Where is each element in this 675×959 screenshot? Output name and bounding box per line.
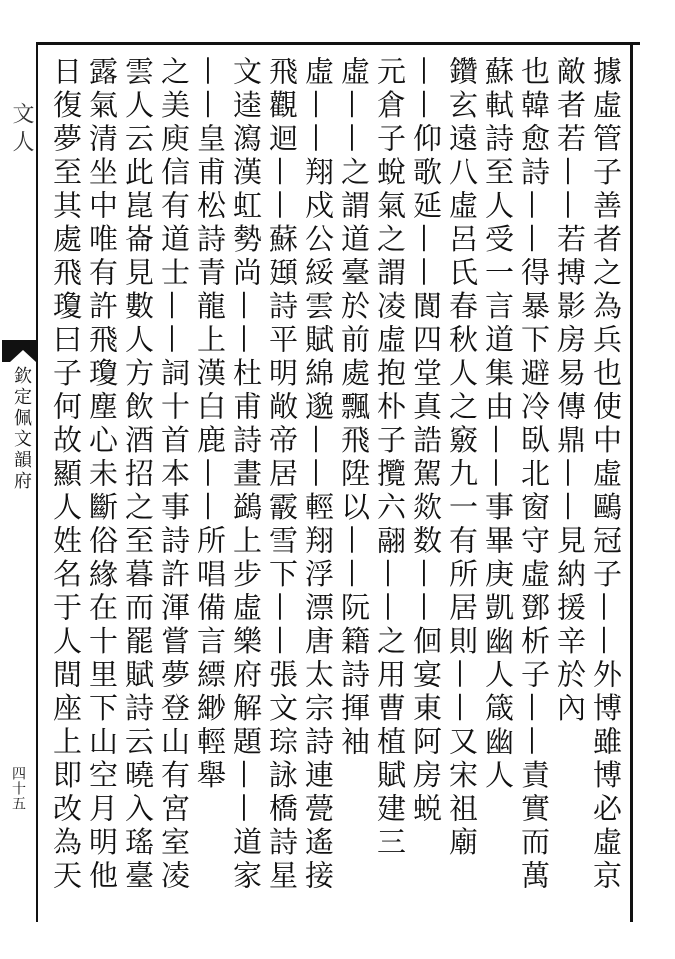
text-column-12: ——皇甫松詩青龍上漢白鹿——所唱備言縹緲輕舉 — [193, 56, 227, 793]
text-column-3: 也韓愈詩——得暴下避冷臥北窗守虛鄧析子——責實而萬 — [517, 56, 551, 894]
text-column-1: 據虛管子善者之為兵也使中虛鷗冠子——外博雖博必虛京 — [589, 56, 623, 894]
text-column-9: 虛——翔戍公綏雲賦綿邈——輕翔浮漂唐太宗詩連甍遙接 — [301, 56, 335, 894]
text-column-5: 鑽玄遠八虛呂氏春秋人之竅九一有所居則——又宋祖廟 — [445, 56, 479, 860]
text-column-11: 文逵瀉漢虹勢尚——杜甫詩畫鷁上步虛樂府解題——道家 — [229, 56, 263, 894]
text-column-14: 雲人云此崑崙見數人方飲酒招之至暮而罷賦詩云曉入瑤臺 — [121, 56, 155, 894]
margin-strip — [0, 42, 36, 922]
page-number: 四十五 — [10, 766, 26, 811]
text-column-4: 蘇軾詩至人受一言道集由——事畢庚凱幽人箴幽人 — [481, 56, 515, 793]
book-title: 欽定佩文韻府 — [11, 366, 32, 492]
text-column-7: 元倉子蛻氣之謂凌虛抱朴子攬六翮——之用曹植賦建三 — [373, 56, 407, 860]
margin-text-fragment: 文人 — [9, 102, 34, 158]
text-column-15: 露氣清坐中唯有許飛瓊塵心未斷俗緣在十里下山空月明他 — [85, 56, 119, 894]
text-column-2: 敵者若——若搏影房易傳鼎——見納援辛於內 — [553, 56, 587, 726]
text-column-16: 日復夢至其處飛瓊曰子何故顯人姓名于人間座上即改為天 — [49, 56, 83, 894]
fishtail-mark — [2, 340, 36, 362]
text-column-10: 飛觀迴——蘇頲詩平明敞帝居霰雪下——張文琮詠橋詩星 — [265, 56, 299, 894]
frame-top-border — [36, 42, 640, 45]
frame-right-border — [630, 42, 633, 922]
text-column-6: ——仰歌延——閬四堂真誥駕欻数——佪宴東阿房蜕 — [409, 56, 443, 827]
frame-left-border — [36, 42, 38, 922]
text-column-13: 之美庾信有道士——詞十首本事詩許渾嘗夢登山有宮室凌 — [157, 56, 191, 894]
text-column-8: 虛——之謂道臺於前處飄飛陞以——阮籍詩揮袖 — [337, 56, 371, 760]
